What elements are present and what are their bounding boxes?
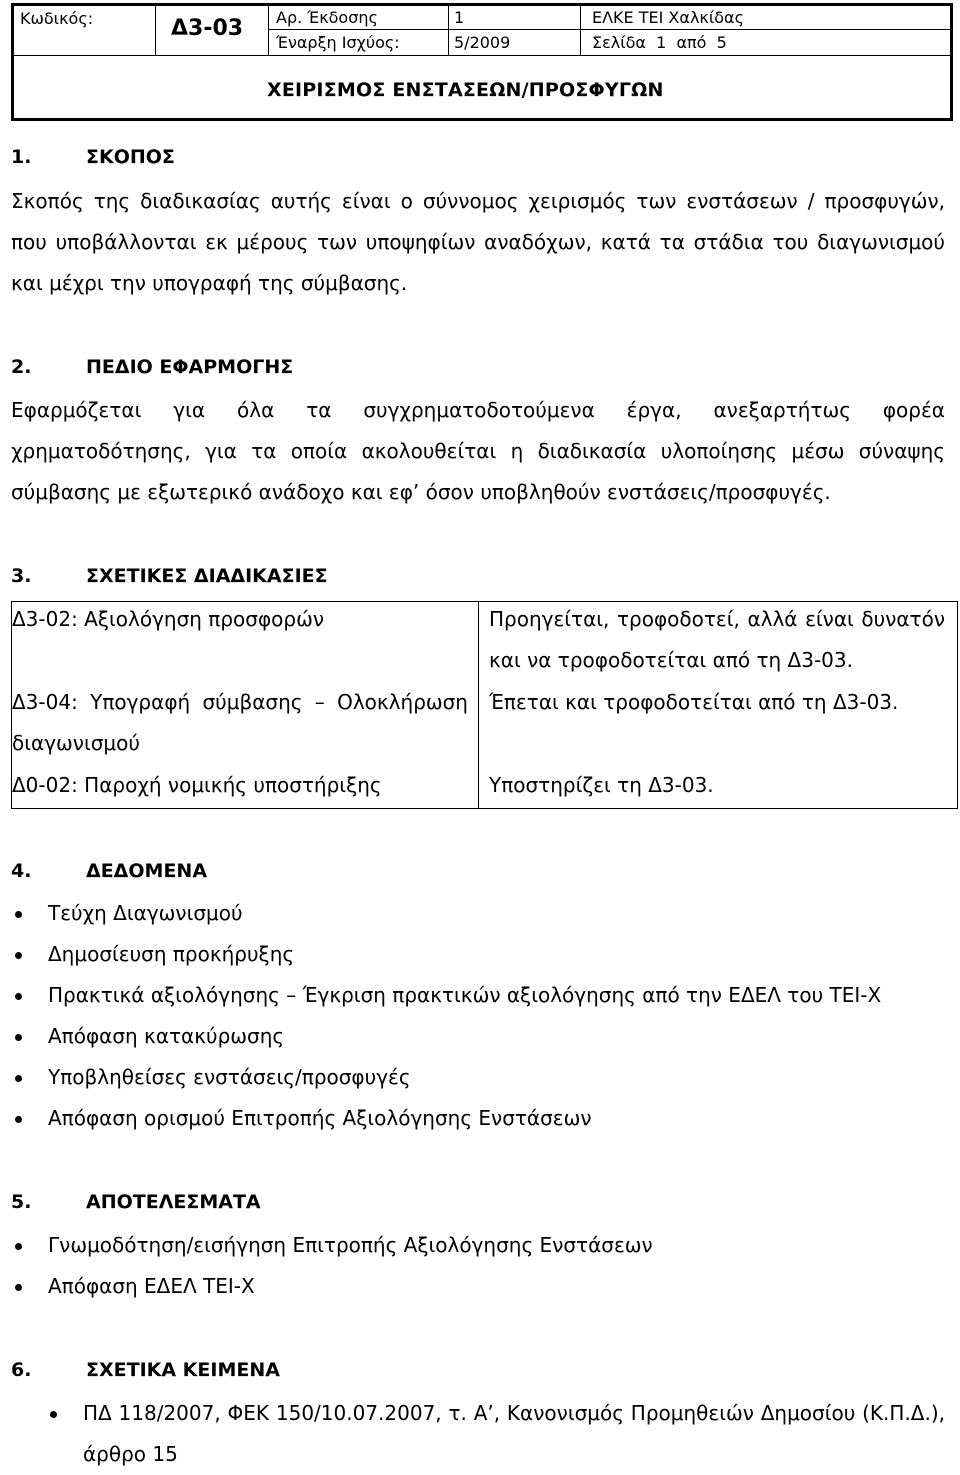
header-divider [14,55,953,56]
section-number: 5. [11,1191,32,1213]
list-item: ΠΔ 118/2007, ΦΕΚ 150/10.07.2007, τ. Α’, Κανονισμός Προμηθειών Δημοσίου (Κ.Π.Δ.), άρθρο 15 [11,1393,945,1475]
list-item: Υποβληθείσες ενστάσεις/προσφυγές [11,1057,881,1098]
list-item: Δημοσίευση προκήρυξης [11,934,881,975]
edition-value: 1 [454,8,465,27]
section-title: ΣΧΕΤΙΚΕΣ ΔΙΑΔΙΚΑΣΙΕΣ [86,565,328,587]
section-heading [11,1359,280,1381]
table-border [957,601,958,809]
list-item: Τεύχη Διαγωνισμού [11,893,881,934]
section-title: ΑΠΟΤΕΛΕΣΜΑΤΑ [86,1191,261,1213]
list-item: Γνωμοδότηση/εισήγηση Επιτροπής Αξιολόγησης Ενστάσεων [11,1225,653,1266]
bullet-list [11,1225,653,1307]
table-cell-procedure: Δ3-02: Αξιολόγηση προσφορών [12,607,324,631]
section-heading [11,356,293,378]
list-item: Απόφαση κατακύρωσης [11,1016,881,1057]
list-item: Πρακτικά αξιολόγησης – Έγκριση πρακτικών αξιολόγησης από την ΕΔΕΛ του ΤΕΙ-Χ [11,975,881,1016]
code-label: Κωδικός: [20,9,94,28]
header-divider [155,6,156,56]
section-heading [11,146,175,168]
list-item: Απόφαση ορισμού Επιτροπής Αξιολόγησης Ενστάσεων [11,1098,881,1139]
section-title: ΠΕΔΙΟ ΕΦΑΡΜΟΓΗΣ [86,356,294,378]
header-divider [580,6,581,56]
section-title: ΔΕΔΟΜΕΝΑ [86,860,208,882]
section-heading [11,1191,261,1213]
header-divider [448,6,449,56]
section-number: 2. [11,356,32,378]
table-border [478,601,479,809]
table-cell-procedure: Δ3-04: Υπογραφή σύμβασης – Ολοκλήρωση διαγωνισμού [12,690,468,755]
effective-label: Έναρξη Ισχύος: [276,33,400,52]
table-border [11,808,958,809]
section-text: Εφαρμόζεται για όλα τα συγχρηματοδοτούμενα έργα, ανεξαρτήτως φορέα χρηματοδότησης, για τα οποία ακολουθείται η διαδικασία υλοποίησης μέσω σύναψης σύμβασης με εξωτερικό ανάδοχο και εφ’ όσον υποβληθούν ενστάσεις/προσφυγές. [11,398,945,504]
list-item: Απόφαση ΕΔΕΛ ΤΕΙ-Χ [11,1266,653,1307]
document-title: ΧΕΙΡΙΣΜΟΣ ΕΝΣΤΑΣΕΩΝ/ΠΡΟΣΦΥΓΩΝ [267,79,664,101]
table-cell-relation: Υποστηρίζει τη Δ3-03. [489,773,714,797]
section-title: ΣΧΕΤΙΚΑ ΚΕΙΜΕΝΑ [86,1359,280,1381]
section-number: 1. [11,146,32,168]
document-header [11,3,953,121]
section-number: 3. [11,565,32,587]
page-info: Σελίδα 1 από 5 [592,33,727,52]
effective-value: 5/2009 [454,33,511,52]
section-title: ΣΚΟΠΟΣ [86,146,175,168]
section-text: Σκοπός της διαδικασίας αυτής είναι ο σύννομος χειρισμός των ενστάσεων / προσφυγών, που υποβάλλονται εκ μέρους των υποψηφίων αναδόχων, κατά τα στάδια του διαγωνισμού και μέχρι την υπογραφή της σύμβασης. [11,189,945,295]
header-divider [268,29,953,30]
header-divider [268,6,269,56]
section-heading [11,860,207,882]
section-number: 4. [11,860,32,882]
table-cell-relation: Έπεται και τροφοδοτείται από τη Δ3-03. [489,690,899,714]
table-cell-relation: Προηγείται, τροφοδοτεί, αλλά είναι δυνατόν και να τροφοδοτείται από τη Δ3-03. [489,607,945,672]
edition-label: Αρ. Έκδοσης [276,8,378,27]
bullet-list [11,893,881,1139]
section-heading [11,565,328,587]
organization: ΕΛΚΕ ΤΕΙ Χαλκίδας [592,8,744,27]
section-number: 6. [11,1359,32,1381]
table-cell-procedure: Δ0-02: Παροχή νομικής υποστήριξης [12,773,382,797]
bullet-list [11,1393,945,1475]
code-value: Δ3-03 [171,16,244,41]
